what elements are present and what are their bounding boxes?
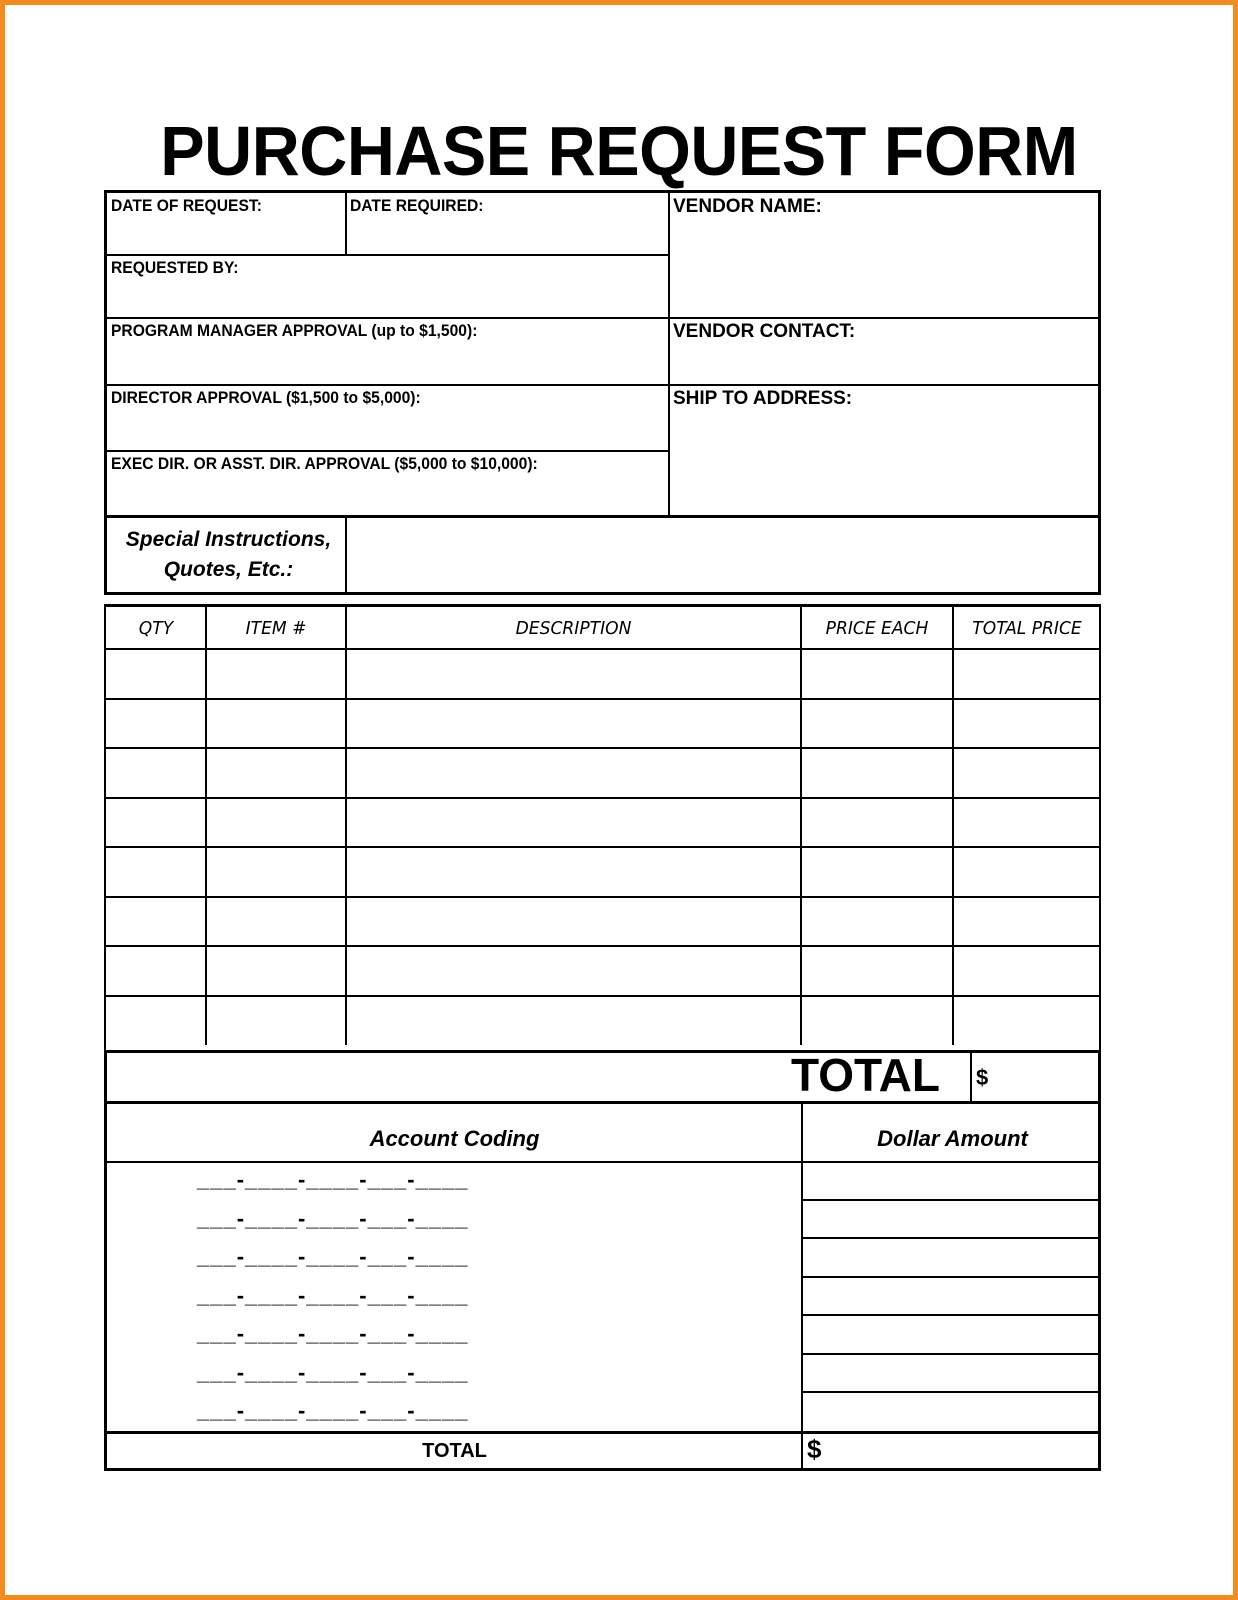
- table-cell-description[interactable]: [346, 699, 801, 749]
- account-coding-section: [104, 1101, 1101, 1471]
- vendor-name-label: VENDOR NAME:: [673, 196, 822, 217]
- items-total-input[interactable]: [997, 1053, 1101, 1101]
- dollar-amount-input[interactable]: [803, 1392, 1101, 1431]
- divider: [107, 384, 1101, 386]
- table-cell-price-each[interactable]: [801, 798, 953, 848]
- account-total-label: TOTAL: [422, 1440, 487, 1462]
- col-header-total-price: TOTAL PRICE: [972, 617, 1082, 639]
- dollar-amount-input[interactable]: [803, 1277, 1101, 1316]
- exec-approval-field[interactable]: [107, 451, 669, 518]
- divider: [668, 193, 670, 518]
- table-cell-total-price[interactable]: [953, 748, 1101, 798]
- col-header-price-each: PRICE EACH: [825, 617, 929, 639]
- table-cell-item[interactable]: [206, 946, 346, 996]
- table-cell-price-each[interactable]: [801, 699, 953, 749]
- table-cell-description[interactable]: [346, 649, 801, 699]
- requested-by-label: REQUESTED BY:: [111, 258, 239, 277]
- table-cell-item[interactable]: [206, 649, 346, 699]
- table-cell-total-price[interactable]: [953, 946, 1101, 996]
- pm-approval-field[interactable]: [107, 318, 669, 385]
- special-line-2: Quotes, Etc.:: [163, 558, 294, 581]
- account-total-input[interactable]: [833, 1434, 1101, 1468]
- date-required-field[interactable]: [346, 193, 669, 255]
- table-cell-description[interactable]: [346, 798, 801, 848]
- col-header-description: DESCRIPTION: [515, 617, 632, 639]
- table-cell-description[interactable]: [346, 996, 801, 1046]
- items-total-currency: $: [976, 1065, 989, 1090]
- vendor-contact-field[interactable]: [669, 318, 1101, 385]
- divider: [345, 193, 347, 255]
- account-code-line[interactable]: ___-____-____-___-____: [197, 1205, 469, 1231]
- table-cell-qty[interactable]: [106, 798, 206, 848]
- special-instructions-input[interactable]: [347, 518, 1101, 592]
- table-cell-total-price[interactable]: [953, 699, 1101, 749]
- table-cell-description[interactable]: [346, 946, 801, 996]
- table-cell-total-price[interactable]: [953, 996, 1101, 1046]
- table-cell-description[interactable]: [346, 748, 801, 798]
- table-cell-qty[interactable]: [106, 946, 206, 996]
- divider: [952, 607, 954, 1045]
- table-cell-item[interactable]: [206, 748, 346, 798]
- table-cell-item[interactable]: [206, 897, 346, 947]
- table-cell-qty[interactable]: [106, 847, 206, 897]
- header-section: [104, 190, 1101, 518]
- account-total-currency: $: [807, 1434, 822, 1464]
- table-cell-description[interactable]: [346, 847, 801, 897]
- table-cell-price-each[interactable]: [801, 649, 953, 699]
- divider: [205, 607, 207, 1045]
- table-cell-item[interactable]: [206, 847, 346, 897]
- exec-approval-label: EXEC DIR. OR ASST. DIR. APPROVAL ($5,000 to $10,000):: [111, 454, 538, 473]
- dollar-amount-input[interactable]: [803, 1315, 1101, 1354]
- vendor-contact-label: VENDOR CONTACT:: [673, 321, 856, 342]
- date-of-request-field[interactable]: [107, 193, 346, 255]
- requested-by-field[interactable]: [107, 255, 669, 318]
- items-table: [104, 604, 1101, 1052]
- table-cell-qty[interactable]: [106, 699, 206, 749]
- divider: [107, 450, 669, 452]
- table-cell-item[interactable]: [206, 996, 346, 1046]
- dollar-amount-input[interactable]: [803, 1161, 1101, 1200]
- account-code-line[interactable]: ___-____-____-___-____: [197, 1321, 469, 1346]
- dollar-amount-input[interactable]: [803, 1200, 1101, 1239]
- account-code-line[interactable]: ___-____-____-___-____: [197, 1244, 469, 1269]
- table-cell-item[interactable]: [206, 699, 346, 749]
- items-total-label: TOTAL: [790, 1049, 940, 1101]
- table-cell-price-each[interactable]: [801, 847, 953, 897]
- divider: [107, 254, 669, 256]
- special-instructions-section: [104, 515, 1101, 595]
- divider: [107, 317, 1101, 319]
- director-approval-field[interactable]: [107, 385, 669, 451]
- table-cell-total-price[interactable]: [953, 649, 1101, 699]
- table-cell-qty[interactable]: [106, 996, 206, 1046]
- vendor-name-field[interactable]: [669, 193, 1101, 318]
- date-of-request-label: DATE OF REQUEST:: [111, 196, 262, 215]
- items-total-row: [104, 1050, 1101, 1104]
- table-cell-item[interactable]: [206, 798, 346, 848]
- dollar-amount-input[interactable]: [803, 1238, 1101, 1277]
- pm-approval-label: PROGRAM MANAGER APPROVAL (up to $1,500):: [111, 321, 478, 340]
- divider: [800, 607, 802, 1045]
- col-header-item: ITEM #: [245, 617, 307, 639]
- divider: [345, 607, 347, 1045]
- table-cell-price-each[interactable]: [801, 996, 953, 1046]
- account-code-line[interactable]: ___-____-____-___-____: [197, 1167, 469, 1192]
- account-coding-header: Account Coding: [369, 1126, 540, 1151]
- col-header-qty: QTY: [138, 617, 174, 639]
- table-cell-price-each[interactable]: [801, 946, 953, 996]
- dollar-amount-header: Dollar Amount: [877, 1126, 1028, 1151]
- table-cell-total-price[interactable]: [953, 798, 1101, 848]
- table-cell-qty[interactable]: [106, 897, 206, 947]
- table-cell-qty[interactable]: [106, 649, 206, 699]
- date-required-label: DATE REQUIRED:: [350, 196, 484, 215]
- form-title: PURCHASE REQUEST FORM: [160, 112, 1078, 190]
- account-code-line[interactable]: ___-____-____-___-____: [197, 1282, 469, 1308]
- account-code-line[interactable]: ___-____-____-___-____: [197, 1398, 469, 1423]
- table-cell-total-price[interactable]: [953, 897, 1101, 947]
- table-cell-price-each[interactable]: [801, 897, 953, 947]
- account-code-line[interactable]: ___-____-____-___-____: [197, 1359, 469, 1385]
- director-approval-label: DIRECTOR APPROVAL ($1,500 to $5,000):: [111, 388, 421, 407]
- divider: [970, 1053, 972, 1101]
- special-line-1: Special Instructions,: [125, 528, 332, 551]
- table-cell-price-each[interactable]: [801, 748, 953, 798]
- dollar-amount-input[interactable]: [803, 1354, 1101, 1393]
- ship-to-label: SHIP TO ADDRESS:: [673, 388, 853, 409]
- table-cell-description[interactable]: [346, 897, 801, 947]
- special-instructions-label: [107, 518, 350, 592]
- ship-to-field[interactable]: [669, 385, 1101, 518]
- table-cell-qty[interactable]: [106, 748, 206, 798]
- table-cell-total-price[interactable]: [953, 847, 1101, 897]
